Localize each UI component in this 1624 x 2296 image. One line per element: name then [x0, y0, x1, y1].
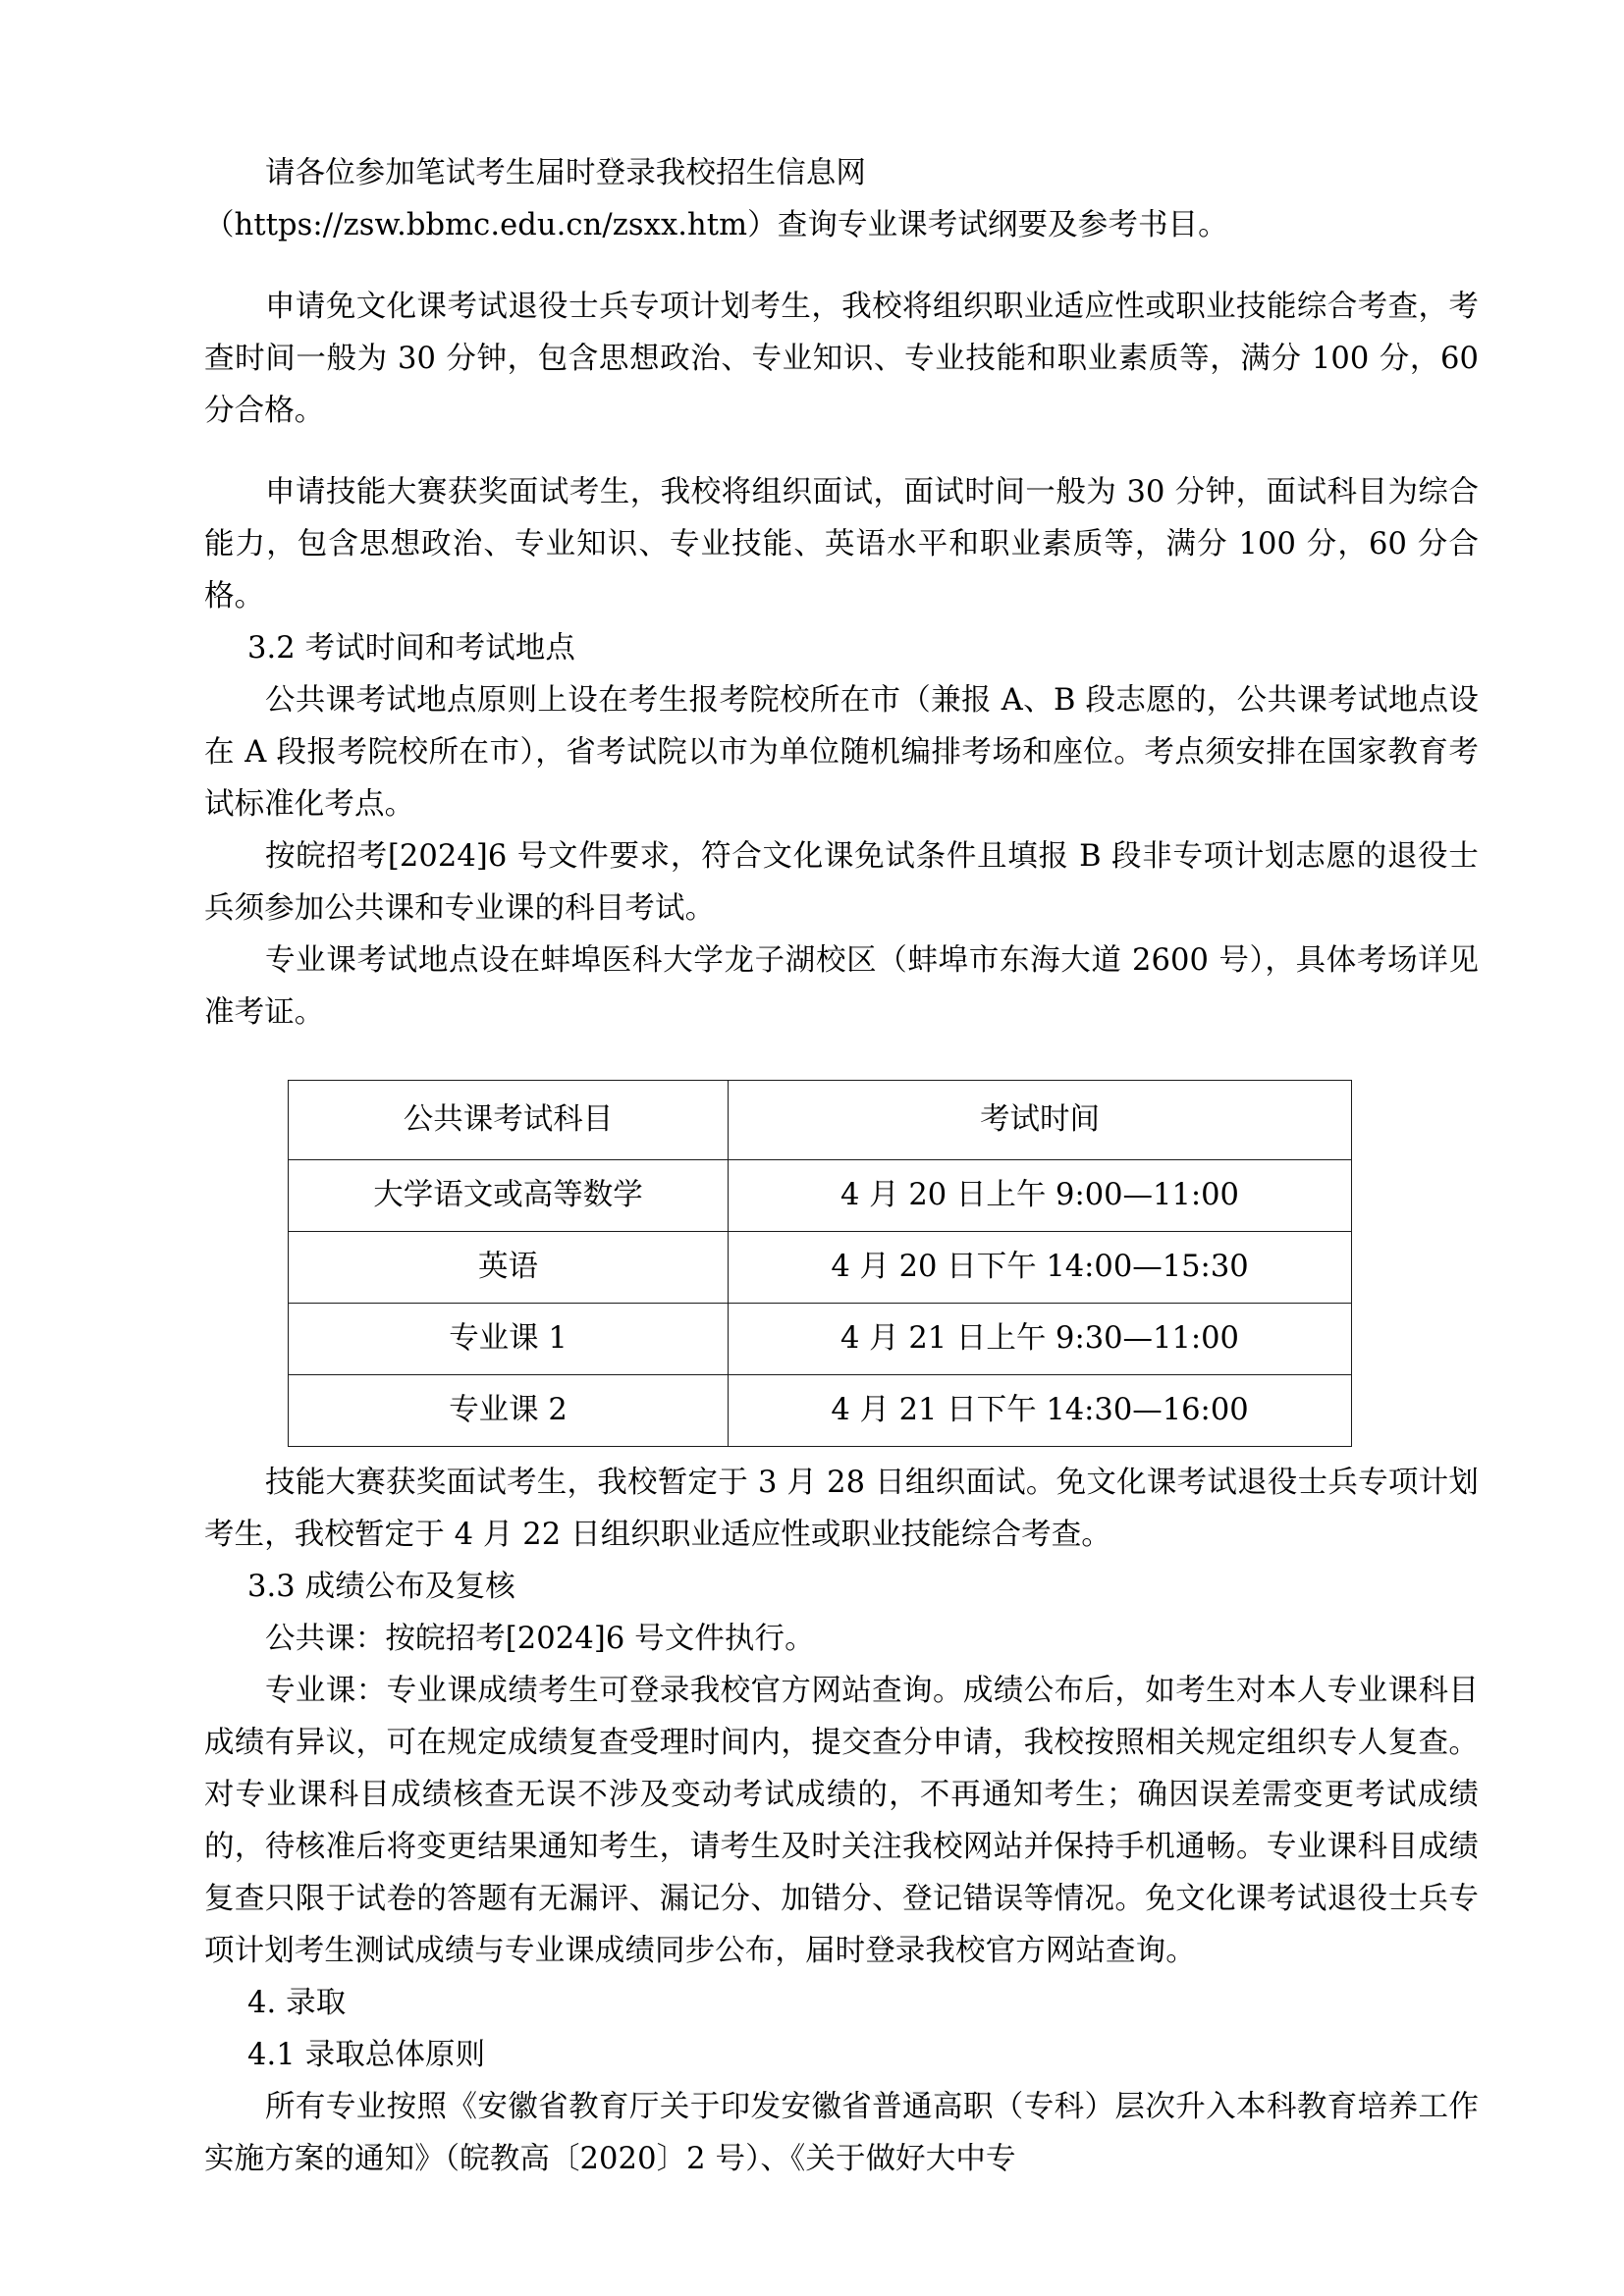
table-cell-time: 4 月 20 日下午 14:00—15:30 — [729, 1232, 1352, 1304]
table-cell-subject: 大学语文或高等数学 — [289, 1160, 729, 1232]
heading-3-3: 3.3 成绩公布及复核 — [247, 1570, 515, 1604]
exam-schedule-table-body — [289, 1081, 1352, 1447]
table-header-subject: 公共课考试科目 — [289, 1081, 729, 1160]
paragraph-major-course-location: 专业课考试地点设在蚌埠医科大学龙子湖校区（蚌埠市东海大道 2600 号），具体考场详见准考证。 — [204, 943, 1479, 1030]
exam-schedule-table — [288, 1080, 1352, 1447]
table-header-time: 考试时间 — [729, 1081, 1352, 1160]
table-header-row — [289, 1081, 1352, 1160]
table-row — [289, 1375, 1352, 1447]
table-cell-subject: 英语 — [289, 1232, 729, 1304]
heading-4: 4. 录取 — [247, 1986, 347, 2020]
document-body — [204, 147, 1479, 2185]
table-cell-subject: 专业课 1 — [289, 1304, 729, 1375]
paragraph-public-course-location: 公共课考试地点原则上设在考生报考院校所在市（兼报 A、B 段志愿的，公共课考试地点设在 A 段报考院校所在市），省考试院以市为单位随机编排考场和座位。考点须安排在国家教育考试标准化考点。 — [204, 683, 1479, 822]
table-cell-time: 4 月 21 日上午 9:30—11:00 — [729, 1304, 1352, 1375]
table-cell-subject: 专业课 2 — [289, 1375, 729, 1447]
exam-schedule-table-wrapper — [288, 1080, 1479, 1447]
paragraph-admission-principle: 所有专业按照《安徽省教育厅关于印发安徽省普通高职（专科）层次升入本科教育培养工作实施方案的通知》（皖教高〔2020〕2 号）、《关于做好大中专 — [204, 2090, 1479, 2176]
paragraph-notice-line1: 请各位参加笔试考生届时登录我校招生信息网 — [265, 156, 866, 190]
heading-4-1: 4.1 录取总体原则 — [247, 2038, 486, 2072]
table-row — [289, 1304, 1352, 1375]
paragraph-skill-contest-interview: 申请技能大赛获奖面试考生，我校将组织面试，面试时间一般为 30 分钟，面试科目为综合能力，包含思想政治、专业知识、专业技能、英语水平和职业素质等，满分 100 分，60 分合格。 — [204, 475, 1479, 614]
table-cell-time: 4 月 21 日下午 14:30—16:00 — [729, 1375, 1352, 1447]
paragraph-document-requirement: 按皖招考[2024]6 号文件要求，符合文化课免试条件且填报 B 段非专项计划志愿的退役士兵须参加公共课和专业课的科目考试。 — [204, 839, 1479, 926]
paragraph-notice-url: （https://zsw.bbmc.edu.cn/zsxx.htm）查询专业课考试纲要及参考书目。 — [204, 208, 1228, 242]
paragraph-after-table: 技能大赛获奖面试考生，我校暂定于 3 月 28 日组织面试。免文化课考试退役士兵专项计划考生，我校暂定于 4 月 22 日组织职业适应性或职业技能综合考查。 — [204, 1466, 1479, 1552]
table-row — [289, 1232, 1352, 1304]
paragraph-exempt-culture-course: 申请免文化课考试退役士兵专项计划考生，我校将组织职业适应性或职业技能综合考查，考查时间一般为 30 分钟，包含思想政治、专业知识、专业技能和职业素质等，满分 100 分，60 分合格。 — [204, 290, 1479, 428]
table-cell-time: 4 月 20 日上午 9:00—11:00 — [729, 1160, 1352, 1232]
paragraph-public-course-results: 公共课：按皖招考[2024]6 号文件执行。 — [265, 1622, 815, 1656]
paragraph-major-course-results: 专业课：专业课成绩考生可登录我校官方网站查询。成绩公布后，如考生对本人专业课科目成绩有异议，可在规定成绩复查受理时间内，提交查分申请，我校按照相关规定组织专人复查。对专业课科目成绩核查无误不涉及变动考试成绩的，不再通知考生；确因误差需变更考试成绩的，待核准后将变更结果通知考生，请考生及时关注我校网站并保持手机通畅。专业课科目成绩复查只限于试卷的答题有无漏评、漏记分、加错分、登记错误等情况。免文化课考试退役士兵专项计划考生测试成绩与专业课成绩同步公布，届时登录我校官方网站查询。 — [204, 1674, 1479, 1968]
heading-3-2: 3.2 考试时间和考试地点 — [247, 631, 575, 666]
table-row — [289, 1160, 1352, 1232]
